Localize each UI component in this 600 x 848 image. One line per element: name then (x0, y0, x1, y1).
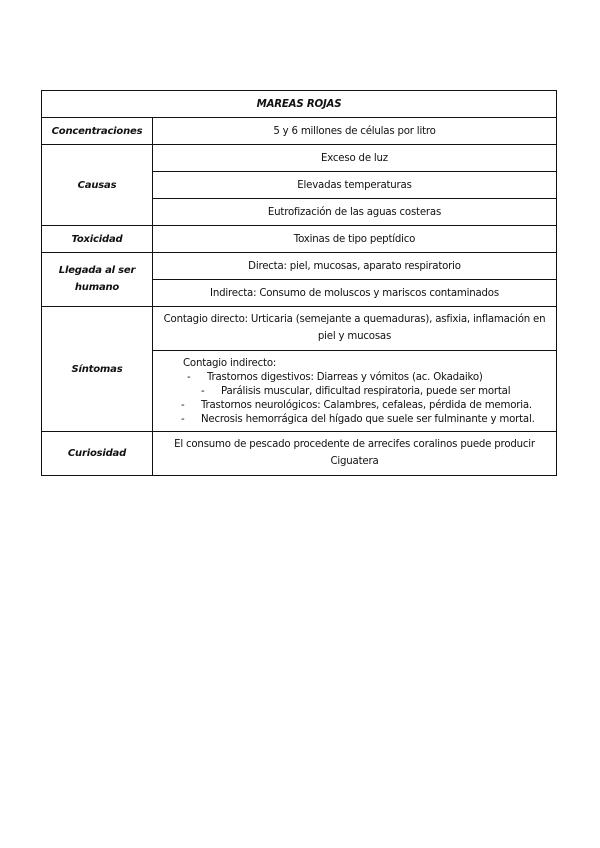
causa-item: Exceso de luz (153, 145, 557, 172)
row-label-curiosidad: Curiosidad (42, 432, 153, 476)
row-label-toxicidad: Toxicidad (42, 226, 153, 253)
row-label-sintomas: Síntomas (42, 307, 153, 432)
row-label-llegada: Llegada al ser humano (42, 253, 153, 307)
list-item-text: Trastornos neurológicos: Calambres, cefaleas, pérdida de memoria. (201, 400, 532, 411)
table-row (42, 432, 557, 476)
list-item-text: Parálisis muscular, dificultad respiratoria, puede ser mortal (221, 386, 511, 397)
llegada-item: Directa: piel, mucosas, aparato respiratorio (153, 253, 557, 280)
table-title: MAREAS ROJAS (42, 91, 557, 118)
bullet-dash: - (201, 386, 205, 397)
sintomas-directo: Contagio directo: Urticaria (semejante a quemaduras), asfixia, inflamación en piel y mucosas (153, 307, 557, 351)
bullet-dash: - (181, 400, 185, 411)
bullet-dash: - (187, 372, 191, 383)
bullet-dash: - (181, 414, 185, 425)
table-row (42, 118, 557, 145)
llegada-item: Indirecta: Consumo de moluscos y mariscos contaminados (153, 280, 557, 307)
sintomas-indirecto (153, 351, 557, 432)
table-row (42, 307, 557, 351)
row-value-concentraciones: 5 y 6 millones de células por litro (153, 118, 557, 145)
indirecto-heading: Contagio indirecto: (183, 358, 277, 369)
causa-item: Eutrofización de las aguas costeras (153, 199, 557, 226)
row-value-curiosidad: El consumo de pescado procedente de arrecifes coralinos puede producir Ciguatera (153, 432, 557, 476)
row-label-concentraciones: Concentraciones (42, 118, 153, 145)
list-item-text: Necrosis hemorrágica del hígado que suele ser fulminante y mortal. (201, 414, 535, 425)
causa-item: Elevadas temperaturas (153, 172, 557, 199)
table-row (42, 145, 557, 172)
table-row (42, 253, 557, 280)
list-item-text: Trastornos digestivos: Diarreas y vómitos (ac. Okadaiko) (207, 372, 483, 383)
table-row (42, 226, 557, 253)
list-item (161, 413, 552, 427)
list-item (161, 371, 552, 385)
table-title-row (42, 91, 557, 118)
row-value-toxicidad: Toxinas de tipo peptídico (153, 226, 557, 253)
row-label-causas: Causas (42, 145, 153, 226)
list-item (161, 385, 552, 399)
list-item (161, 399, 552, 413)
mareas-rojas-table (41, 90, 557, 476)
